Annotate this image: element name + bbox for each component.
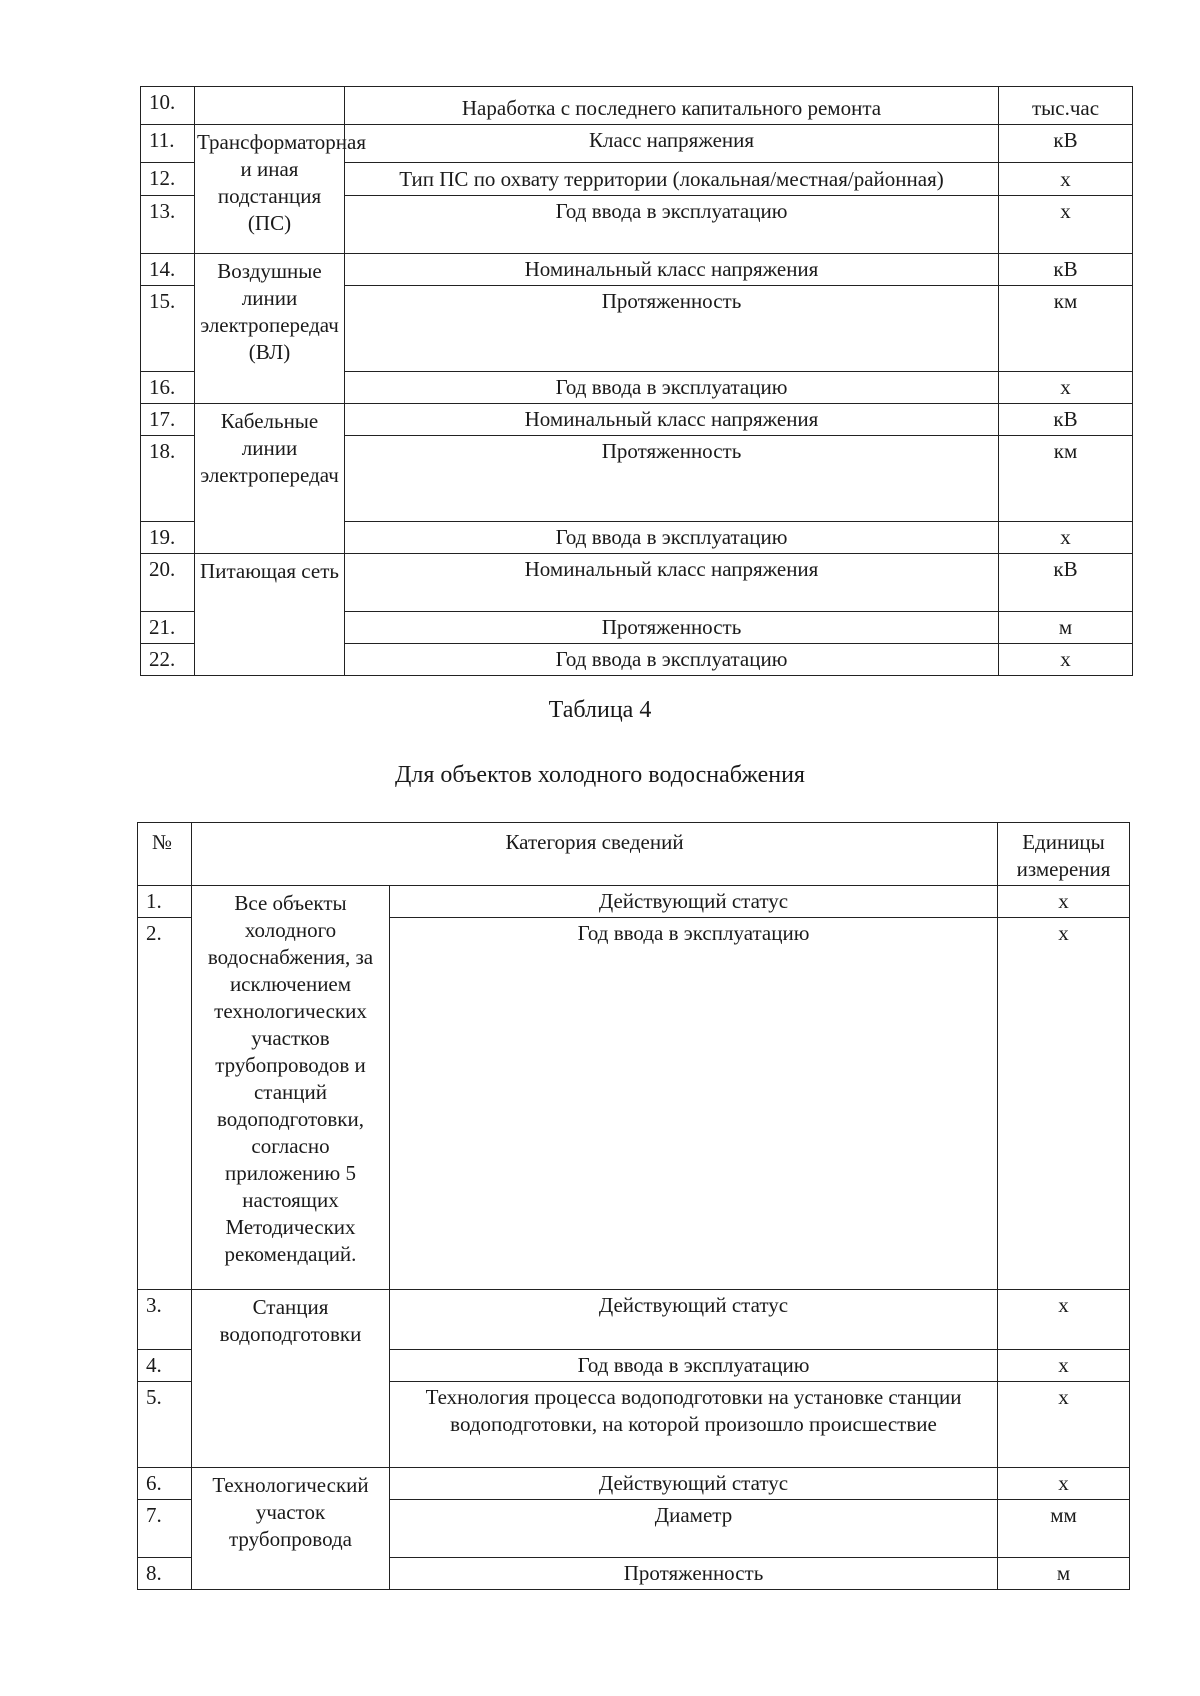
category-cell: Действующий статус — [390, 886, 998, 918]
category-cell: Действующий статус — [390, 1290, 998, 1350]
unit-cell: кВ — [999, 254, 1133, 286]
row-number: 21. — [141, 612, 195, 644]
row-number: 3. — [138, 1290, 192, 1350]
category-cell: Год ввода в эксплуатацию — [345, 372, 999, 404]
table-row — [141, 125, 1133, 163]
category-cell: Год ввода в эксплуатацию — [345, 196, 999, 254]
row-number: 10. — [141, 87, 195, 125]
row-number: 4. — [138, 1350, 192, 1382]
table-row — [141, 404, 1133, 436]
category-cell: Год ввода в эксплуатацию — [390, 1350, 998, 1382]
unit-cell: х — [999, 163, 1133, 196]
row-number: 12. — [141, 163, 195, 196]
unit-cell: х — [999, 522, 1133, 554]
object-group-pipeline-section: Технологический участок трубопровода — [192, 1468, 390, 1590]
row-number: 11. — [141, 125, 195, 163]
unit-cell: кВ — [999, 404, 1133, 436]
category-cell: Год ввода в эксплуатацию — [345, 644, 999, 676]
unit-cell: м — [999, 612, 1133, 644]
row-number: 2. — [138, 918, 192, 1290]
table-caption: Таблица 4 — [548, 697, 652, 723]
row-number: 22. — [141, 644, 195, 676]
table-row — [141, 554, 1133, 612]
unit-cell: км — [999, 436, 1133, 522]
unit-cell: х — [999, 644, 1133, 676]
table-electric-continuation — [140, 86, 1132, 676]
object-group-empty — [195, 87, 345, 125]
object-group-overhead-lines: Воздушные линии электропередач (ВЛ) — [195, 254, 345, 404]
category-cell: Год ввода в эксплуатацию — [390, 918, 998, 1290]
category-cell: Номинальный класс напряжения — [345, 254, 999, 286]
table-row — [141, 87, 1133, 125]
category-cell: Номинальный класс напряжения — [345, 404, 999, 436]
category-cell: Действующий статус — [390, 1468, 998, 1500]
category-cell: Протяженность — [345, 286, 999, 372]
category-cell: Протяженность — [345, 436, 999, 522]
table-row — [138, 1290, 1130, 1350]
unit-cell: м — [998, 1558, 1130, 1590]
row-number: 17. — [141, 404, 195, 436]
header-number: № — [138, 823, 192, 886]
object-group-substation: Трансформаторная и иная подстанция (ПС) — [195, 125, 345, 254]
unit-cell: тыс.час — [999, 87, 1133, 125]
category-cell: Протяженность — [390, 1558, 998, 1590]
category-cell: Номинальный класс напряжения — [345, 554, 999, 612]
table-header-row — [138, 823, 1130, 886]
row-number: 14. — [141, 254, 195, 286]
object-group-cable-lines: Кабельные линии электропередач — [195, 404, 345, 554]
row-number: 5. — [138, 1382, 192, 1468]
unit-cell: х — [998, 918, 1130, 1290]
category-cell: Наработка с последнего капитального ремонта — [345, 87, 999, 125]
row-number: 8. — [138, 1558, 192, 1590]
row-number: 6. — [138, 1468, 192, 1500]
row-number: 19. — [141, 522, 195, 554]
unit-cell: х — [999, 372, 1133, 404]
row-number: 7. — [138, 1500, 192, 1558]
unit-cell: х — [998, 1382, 1130, 1468]
object-group-all-objects: Все объекты холодного водоснабжения, за исключением технологических участков трубопроводов и станций водоподготовки, согласно приложению 5 настоящих Методических рекомендаций. — [192, 886, 390, 1290]
table-row — [141, 254, 1133, 286]
unit-cell: мм — [998, 1500, 1130, 1558]
object-group-water-station: Станция водоподготовки — [192, 1290, 390, 1468]
table-title: Для объектов холодного водоснабжения — [395, 762, 805, 788]
unit-cell: х — [998, 1350, 1130, 1382]
object-group-feeder-network: Питающая сеть — [195, 554, 345, 676]
row-number: 13. — [141, 196, 195, 254]
table-cold-water — [137, 822, 1129, 1590]
header-category: Категория сведений — [192, 823, 998, 886]
unit-cell: х — [998, 1468, 1130, 1500]
unit-cell: км — [999, 286, 1133, 372]
category-cell: Год ввода в эксплуатацию — [345, 522, 999, 554]
category-cell: Технология процесса водоподготовки на установке станции водоподготовки, на которой произошло происшествие — [390, 1382, 998, 1468]
unit-cell: х — [998, 1290, 1130, 1350]
row-number: 20. — [141, 554, 195, 612]
unit-cell: кВ — [999, 125, 1133, 163]
category-cell: Класс напряжения — [345, 125, 999, 163]
row-number: 16. — [141, 372, 195, 404]
header-unit: Единицы измерения — [998, 823, 1130, 886]
table-row — [138, 886, 1130, 918]
category-cell: Протяженность — [345, 612, 999, 644]
category-cell: Диаметр — [390, 1500, 998, 1558]
table-row — [138, 1468, 1130, 1500]
row-number: 1. — [138, 886, 192, 918]
category-cell: Тип ПС по охвату территории (локальная/местная/районная) — [345, 163, 999, 196]
row-number: 18. — [141, 436, 195, 522]
unit-cell: кВ — [999, 554, 1133, 612]
unit-cell: х — [999, 196, 1133, 254]
unit-cell: х — [998, 886, 1130, 918]
row-number: 15. — [141, 286, 195, 372]
